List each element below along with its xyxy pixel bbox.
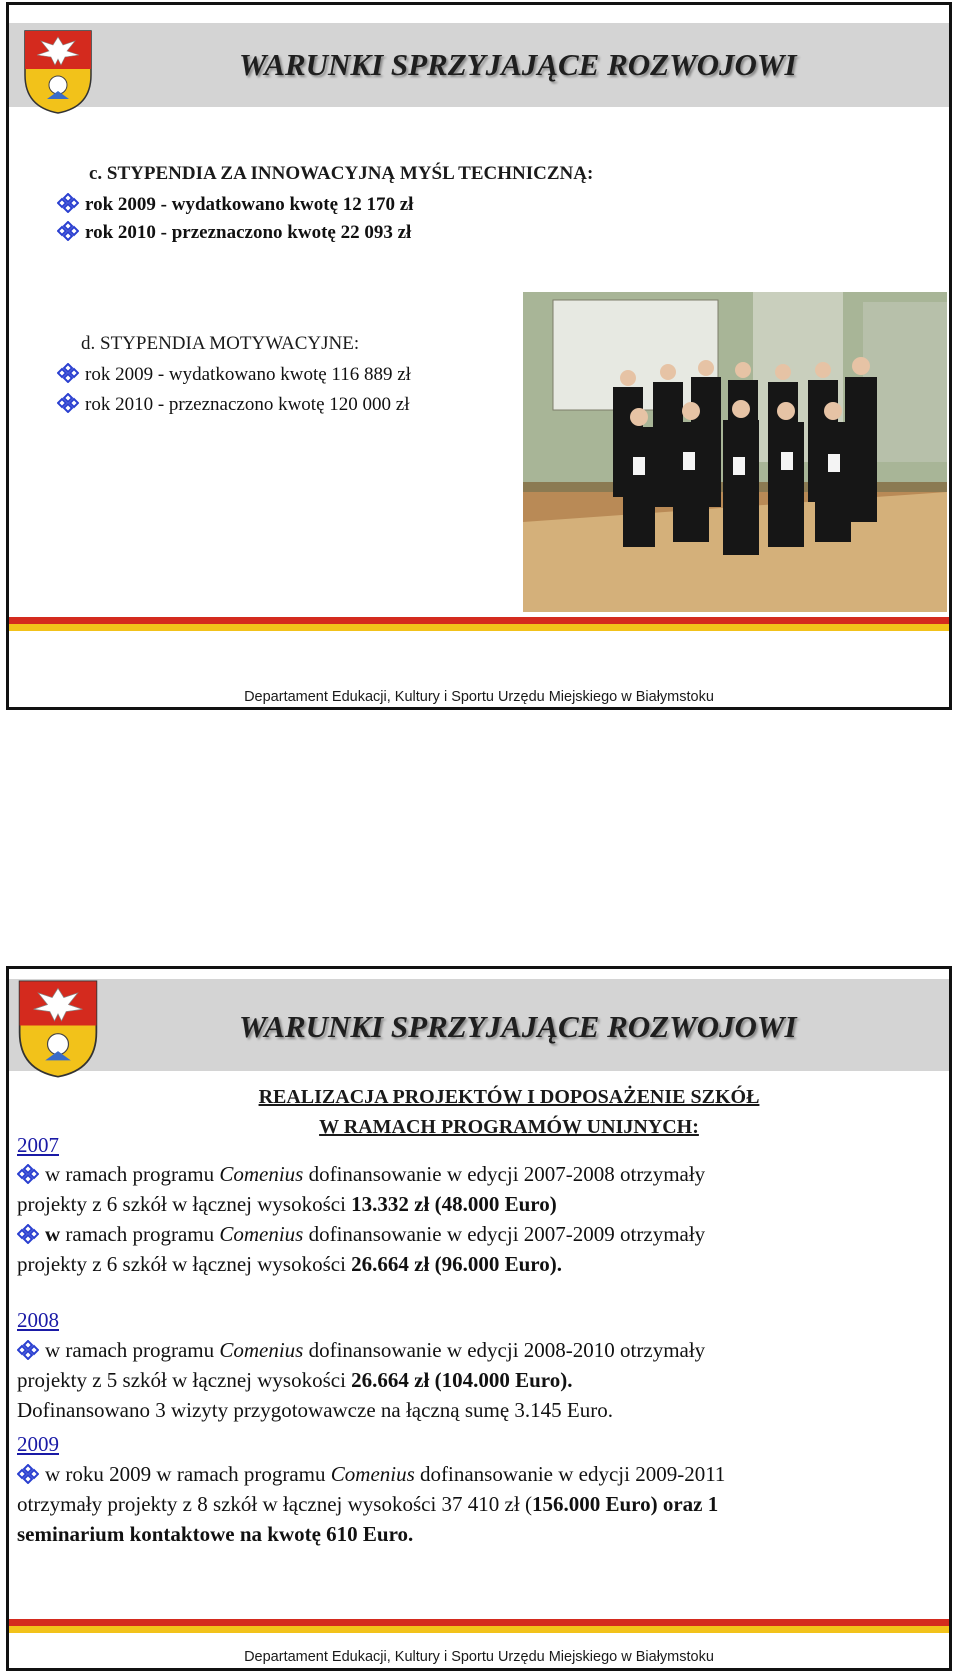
paragraph-2007-2-line2: projekty z 6 szkół w łącznej wysokości 26.664 zł (96.000 Euro). xyxy=(17,1252,562,1276)
section-d-heading: d. STYPENDIA MOTYWACYJNE: xyxy=(81,333,360,354)
slide-1 xyxy=(6,2,952,710)
coat-of-arms-icon xyxy=(23,29,93,115)
year-2007-label: 2007 xyxy=(17,1133,59,1157)
bullet-diamond-icon xyxy=(17,1224,39,1244)
paragraph-2008-1-line2: projekty z 5 szkół w łącznej wysokości 26.664 zł (104.000 Euro). xyxy=(17,1368,573,1392)
bullet-diamond-icon xyxy=(17,1164,39,1184)
list-item-text: rok 2009 - wydatkowano kwotę 116 889 zł xyxy=(85,364,411,385)
list-item-text: rok 2009 - wydatkowano kwotę 12 170 zł xyxy=(85,194,414,215)
paragraph-2008-extra: Dofinansowano 3 wizyty przygotowawcze na łączną sumę 3.145 Euro. xyxy=(17,1398,613,1422)
paragraph-2008-1-line1: w ramach programu Comenius dofinansowanie w edycji 2008-2010 otrzymały xyxy=(17,1337,705,1363)
bullet-diamond-icon xyxy=(17,1340,39,1360)
paragraph-2009-1-line1: w roku 2009 w ramach programu Comenius dofinansowanie w edycji 2009-2011 xyxy=(17,1461,725,1487)
section-heading-line2: W RAMACH PROGRAMÓW UNIJNYCH: xyxy=(319,1116,699,1138)
coat-of-arms-icon xyxy=(17,979,99,1079)
bullet-diamond-icon xyxy=(57,221,79,241)
paragraph-2009-1-line2: otrzymały projekty z 8 szkół w łącznej wysokości 37 410 zł (156.000 Euro) oraz 1 xyxy=(17,1492,719,1516)
bullet-diamond-icon xyxy=(57,363,79,383)
list-item-text: rok 2010 - przeznaczono kwotę 120 000 zł xyxy=(85,394,410,415)
year-2009-label: 2009 xyxy=(17,1432,59,1456)
footer-stripes xyxy=(9,617,949,639)
list-item xyxy=(57,393,409,416)
list-item-text: rok 2010 - przeznaczono kwotę 22 093 zł xyxy=(85,222,412,243)
group-photo-image xyxy=(523,292,947,612)
section-c-heading: c. STYPENDIA ZA INNOWACYJNĄ MYŚL TECHNICZNĄ: xyxy=(89,163,594,184)
footer-text: Departament Edukacji, Kultury i Sportu Urzędu Miejskiego w Białymstoku xyxy=(244,689,714,705)
slide-title: WARUNKI SPRZYJAJĄCE ROZWOJOWI xyxy=(239,47,797,82)
section-heading-line1: REALIZACJA PROJEKTÓW I DOPOSAŻENIE SZKÓŁ xyxy=(258,1086,760,1108)
paragraph-2007-2-line1: w ramach programu Comenius dofinansowanie w edycji 2007-2009 otrzymały xyxy=(17,1221,705,1247)
paragraph-2007-1-line1: w ramach programu Comenius dofinansowanie w edycji 2007-2008 otrzymały xyxy=(17,1161,705,1187)
year-2008-label: 2008 xyxy=(17,1308,59,1332)
bullet-diamond-icon xyxy=(57,193,79,213)
footer-stripes xyxy=(9,1619,949,1641)
list-item xyxy=(57,363,411,386)
footer-text: Departament Edukacji, Kultury i Sportu Urzędu Miejskiego w Białymstoku xyxy=(244,1649,714,1665)
paragraph-2009-1-line3: seminarium kontaktowe na kwotę 610 Euro. xyxy=(17,1522,414,1546)
slide-2 xyxy=(6,966,952,1671)
list-item xyxy=(57,193,413,216)
list-item xyxy=(57,221,411,244)
paragraph-2007-1-line2: projekty z 6 szkół w łącznej wysokości 13.332 zł (48.000 Euro) xyxy=(17,1192,557,1216)
bullet-diamond-icon xyxy=(17,1464,39,1484)
bullet-diamond-icon xyxy=(57,393,79,413)
slide-title: WARUNKI SPRZYJAJĄCE ROZWOJOWI xyxy=(239,1009,797,1044)
